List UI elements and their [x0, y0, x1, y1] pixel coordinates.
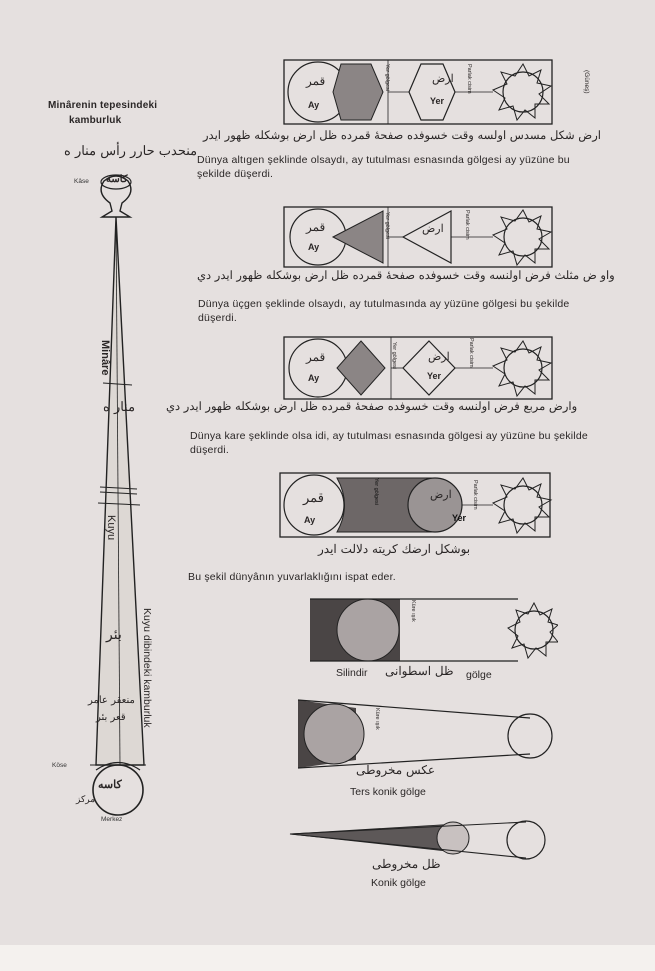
- kase-label: Kâse: [74, 178, 89, 185]
- diagram3-arabic-caption: وارض مربع فرض اولنسه وقت خسوفده صفحهٔ قمرده ظل ارض بوشكله ظهور ايدر دي: [166, 399, 578, 413]
- page-bottom-strip: [0, 945, 655, 971]
- reverse-cone-shadow-diagram: [296, 698, 556, 770]
- cylinder-shadow-diagram: [308, 595, 558, 667]
- kuyu-side-caption: Kuyu dibindeki kamburluk: [141, 608, 153, 728]
- minaret-title-line2: kamburluk: [69, 115, 122, 126]
- minaret-arabic-title: منحدب حارر رأس منار ه: [64, 144, 198, 159]
- diagram1-moon-arabic: قمر: [306, 74, 326, 88]
- diagram3-shadow-label: Yer gölgesi: [391, 342, 397, 370]
- diagram1-arabic-caption: ارض شكل مسدس اولسه وقت خسوفده صفحهٔ قمرده ظل ارض بوشكله ظهور ايدر: [203, 128, 601, 142]
- diagram4-earth-arabic: ارض: [430, 488, 452, 501]
- kuyu-bottom-arabic: منعقر عامر: [88, 695, 135, 706]
- eclipse-diagram-hexagon: [283, 58, 578, 126]
- merkez-label: Merkez: [101, 816, 123, 823]
- diagram1-earth-arabic: ارض: [432, 72, 454, 85]
- cone-arabic: ظل مخروطى: [372, 857, 441, 871]
- diagram3-text: Dünya kare şeklinde olsa idi, ay tutulması esnasında gölgesi ay yüzüne bu şekilde düşerdi.: [190, 430, 588, 456]
- diagram2-light-label: Parlak cisim: [464, 210, 470, 240]
- eclipse-diagram-triangle: [283, 205, 578, 269]
- kase-arabic: كاسه: [106, 174, 128, 185]
- diagram4-arabic-caption: بوشكل ارضك كريته دلالت ايدر: [318, 542, 471, 556]
- diagram3-earth-arabic: ارض: [428, 350, 450, 363]
- diagram2-arabic-caption: واو ض مثلث فرض اولنسه وقت خسوفده صفحهٔ قمرده ظل ارض بوشكله ظهور ايدر دي: [197, 268, 615, 282]
- diagram2-earth-arabic: ارض: [422, 222, 444, 235]
- kuyu-arabic: بئر: [106, 627, 122, 643]
- diagram3-moon-label: Ay: [308, 373, 320, 383]
- diagram2-text: Dünya üçgen şeklinde olsaydı, ay tutulmasında ay yüzüne gölgesi bu şekilde düşerdi.: [198, 298, 570, 324]
- reverse-cone-arabic: عكس مخروطى: [356, 763, 436, 777]
- diagram4-moon-arabic: قمر: [303, 491, 324, 506]
- merkez-arabic: مركز: [76, 795, 96, 805]
- diagram4-earth-label: Yer: [452, 513, 467, 523]
- kuyu-label: Kuyu: [105, 515, 117, 541]
- diagram1-moon-label: Ay: [308, 100, 320, 110]
- diagram3-earth-label: Yer: [427, 371, 442, 381]
- diagram4-text: Bu şekil dünyânın yuvarlaklığını ispat eder.: [188, 571, 396, 583]
- cylinder-label-left: Silindir: [336, 667, 368, 679]
- diagram4-moon-label: Ay: [304, 515, 316, 525]
- diagram3-moon-arabic: قمر: [306, 350, 326, 364]
- minare-arabic: منار ه: [103, 400, 136, 415]
- diagram1-shadow-label: Yer gölgesi: [384, 64, 390, 92]
- kuyu-bottom-arabic2: قعر بئر: [96, 712, 126, 723]
- diagram1-earth-label: Yer: [430, 96, 445, 106]
- diagram1-text: Dünya altıgen şeklinde olsaydı, ay tutulması esnasında gölgesi ay yüzüne bu şekilde düşerdi.: [197, 154, 570, 180]
- cone-shadow-diagram: [288, 820, 550, 862]
- diagram1-light-label: Parlak cisim: [466, 64, 472, 94]
- diagram4-light-label: Parlak cisim: [472, 480, 478, 510]
- diagram2-moon-label: Ay: [308, 242, 320, 252]
- cone-label: Konik gölge: [371, 877, 426, 889]
- minare-label: Minâre: [99, 340, 111, 376]
- sun-label: (Güneş): [583, 70, 590, 94]
- diagram2-shadow-label: Yer gölgesi: [384, 212, 390, 240]
- cylinder-label-right: gölge: [466, 669, 492, 681]
- minaret-title-line1: Minârenin tepesindeki: [48, 100, 158, 111]
- diagram2-moon-arabic: قمر: [306, 220, 326, 234]
- diagram3-light-label: Parlak cisim: [468, 338, 474, 368]
- cylinder-arabic: ظل اسطوانى: [385, 664, 454, 678]
- eclipse-diagram-square: [283, 335, 578, 401]
- cylinder-side-label: Küre ışık: [410, 600, 416, 622]
- kose-label: Köse: [52, 762, 67, 769]
- minaret-diagram: [60, 165, 180, 835]
- diagram4-shadow-label: Yer gölgesi: [373, 478, 379, 506]
- kase-bottom-arabic: كاسه: [98, 778, 122, 791]
- reverse-cone-side-label: Küre ışık: [374, 708, 380, 730]
- reverse-cone-label: Ters konik gölge: [350, 786, 426, 798]
